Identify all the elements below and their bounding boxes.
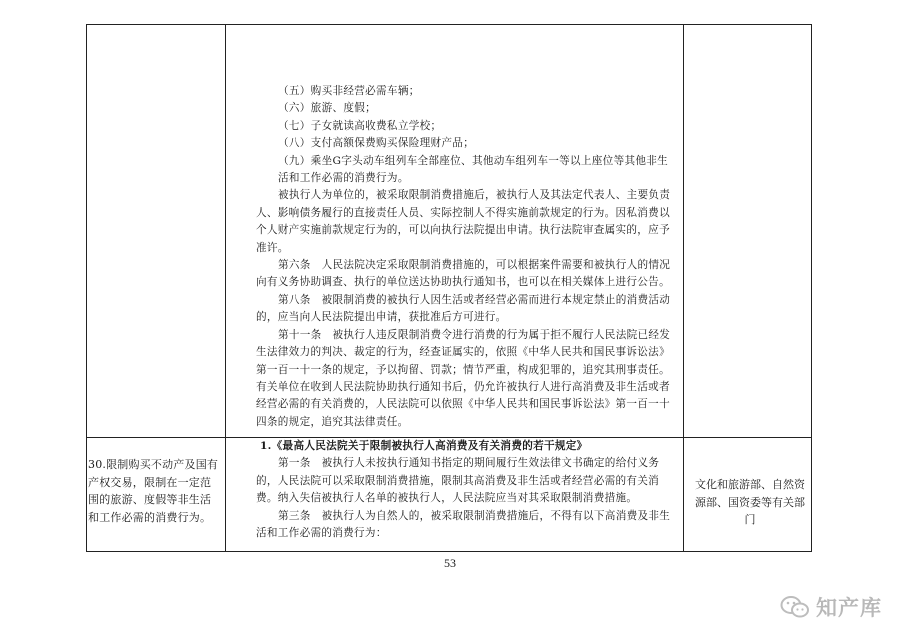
watermark <box>780 592 882 622</box>
row30-body <box>256 455 676 542</box>
upper-paragraph: 第十一条 被执行人违反限制消费令进行消费的行为属于拒不履行人民法院已经发生法律效力的判决、裁定的行为，经查证属实的，依照《中华人民共和国民事诉讼法》第一百一十一条的规定，予以拘留、罚款；情节严重，构成犯罪的，追究其刑事责任。有关单位在收到人民法院协助执行通知书后，仍允许被执行人进行高消费及非生活或者经营必需的有关消费的，人民法院可以依照《中华人民共和国民事诉讼法》第一百一十四条的规定，追究其法律责任。 <box>256 328 671 428</box>
wechat-icon <box>780 595 810 619</box>
table-bottom-border <box>86 551 812 552</box>
page-number: 53 <box>444 556 456 570</box>
upper-paragraph: （九）乘坐G字头动车组列车全部座位、其他动车组列车一等以上座位等其他非生活和工作必需的消费行为。 <box>278 154 669 185</box>
upper-paragraph: 第八条 被限制消费的被执行人因生活或者经营必需而进行本规定禁止的消费活动的，应当向人民法院提出申请，获批准后方可进行。 <box>256 293 671 324</box>
table-left-border <box>86 24 87 552</box>
upper-paragraph: 被执行人为单位的，被采取限制消费措施后，被执行人及其法定代表人、主要负责人、影响债务履行的直接责任人员、实际控制人不得实施前款规定的行为。因私消费以个人财产实施前款规定行为的，可以向执行法院提出申请。执行法院审查属实的，应予准许。 <box>256 189 671 254</box>
row30-heading: 1.《最高人民法院关于限制被执行人高消费及有关消费的若干规定》 <box>260 440 588 452</box>
upper-paragraph: 第六条 人民法院决定采取限制消费措施的，可以根据案件需要和被执行人的情况向有义务协助调查、执行的单位送达协助执行通知书，也可以在相关媒体上进行公告。 <box>256 259 671 289</box>
row30-paragraph: 第一条 被执行人未按执行通知书指定的期间履行生效法律文书确定的给付义务的，人民法院可以采取限制消费措施，限制其高消费及非生活或者经营必需的有关消费。纳入失信被执行人名单的被执行人，人民法院应当对其采取限制消费措施。 <box>256 457 660 505</box>
table-top-border <box>86 24 812 25</box>
upper-paragraph: （六）旅游、度假； <box>278 102 377 115</box>
upper-paragraph: （五）购买非经营必需车辆； <box>278 85 420 97</box>
column-divider-1 <box>225 24 226 552</box>
watermark-text: 知产库 <box>816 596 882 620</box>
upper-paragraph: （八）支付高额保费购买保险理财产品； <box>278 137 475 150</box>
row30-departments-cell: 文化和旅游部、自然资源部、国资委等有关部门 <box>695 478 805 526</box>
row30-content-cell <box>256 438 676 542</box>
column-divider-2 <box>683 24 684 552</box>
table-right-border <box>811 24 812 552</box>
upper-content-cell <box>256 83 676 431</box>
row30-paragraph: 第三条 被执行人为自然人的，被采取限制消费措施后，不得有以下高消费及非生活和工作必需的消费行为： <box>256 509 671 540</box>
upper-paragraph: （七）子女就读高收费私立学校； <box>278 119 442 132</box>
row30-item-cell: 30.限制购买不动产及国有产权交易，限制在一定范围的旅游、度假等非生活和工作必需的消费行为。 <box>88 458 219 524</box>
